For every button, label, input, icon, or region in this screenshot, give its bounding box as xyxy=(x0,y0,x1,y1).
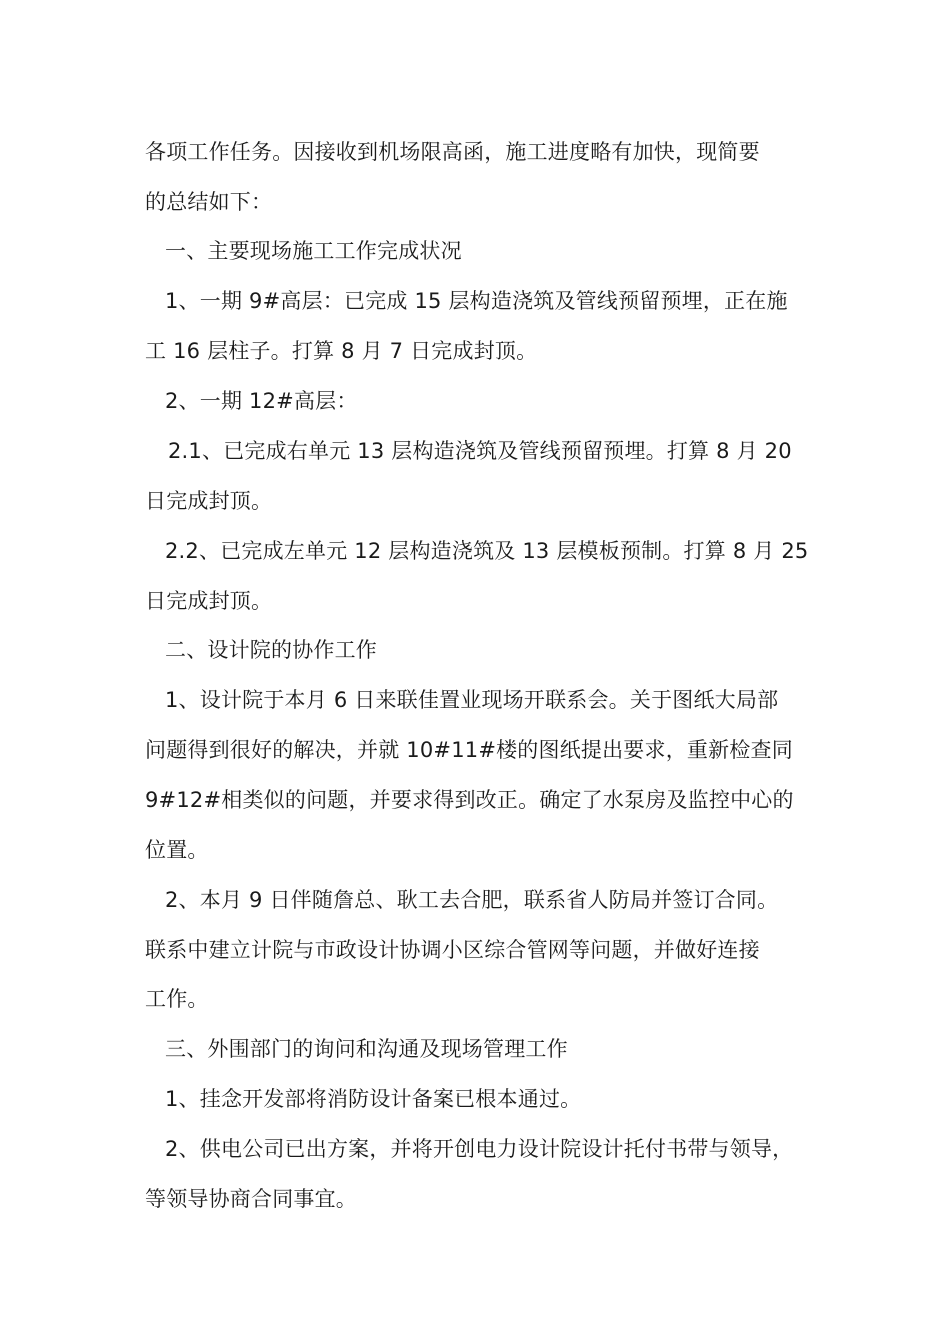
body-text-line: 位置。 xyxy=(145,838,209,862)
body-text-line: 日完成封顶。 xyxy=(145,589,273,613)
body-text-line: 联系中建立计院与市政设计协调小区综合管网等问题，并做好连接 xyxy=(145,938,760,962)
body-text-line: 2、本月 9 日伴随詹总、耿工去合肥，联系省人防局并签订合同。 xyxy=(165,888,779,912)
body-text-line: 工作。 xyxy=(145,987,209,1011)
body-text-line: 工 16 层柱子。打算 8 月 7 日完成封顶。 xyxy=(145,339,538,363)
body-text-line: 问题得到很好的解决，并就 10#11#楼的图纸提出要求，重新检查同 xyxy=(145,738,793,762)
body-text-line: 的总结如下： xyxy=(145,190,273,214)
body-text-line: 等领导协商合同事宜。 xyxy=(145,1187,357,1211)
body-text-line: 1、挂念开发部将消防设计备案已根本通过。 xyxy=(165,1087,582,1111)
body-text-line: 1、一期 9#高层：已完成 15 层构造浇筑及管线预留预埋，正在施 xyxy=(165,289,788,313)
body-text-line: 2、供电公司已出方案，并将开创电力设计院设计托付书带与领导， xyxy=(165,1137,794,1161)
section-heading: 二、设计院的协作工作 xyxy=(165,638,377,662)
section-heading: 三、外围部门的询问和沟通及现场管理工作 xyxy=(165,1037,568,1061)
body-text-line: 日完成封顶。 xyxy=(145,489,273,513)
body-text-line: 1、设计院于本月 6 日来联佳置业现场开联系会。关于图纸大局部 xyxy=(165,688,779,712)
body-text-line: 各项工作任务。因接收到机场限高函，施工进度略有加快，现简要 xyxy=(145,140,760,164)
body-text-line: 2.1、已完成右单元 13 层构造浇筑及管线预留预埋。打算 8 月 20 xyxy=(168,439,792,463)
section-heading: 一、主要现场施工工作完成状况 xyxy=(165,239,462,263)
body-text-line: 2、一期 12#高层： xyxy=(165,389,358,413)
body-text-line: 2.2、已完成左单元 12 层构造浇筑及 13 层模板预制。打算 8 月 25 xyxy=(165,539,809,563)
body-text-line: 9#12#相类似的问题，并要求得到改正。确定了水泵房及监控中心的 xyxy=(145,788,794,812)
